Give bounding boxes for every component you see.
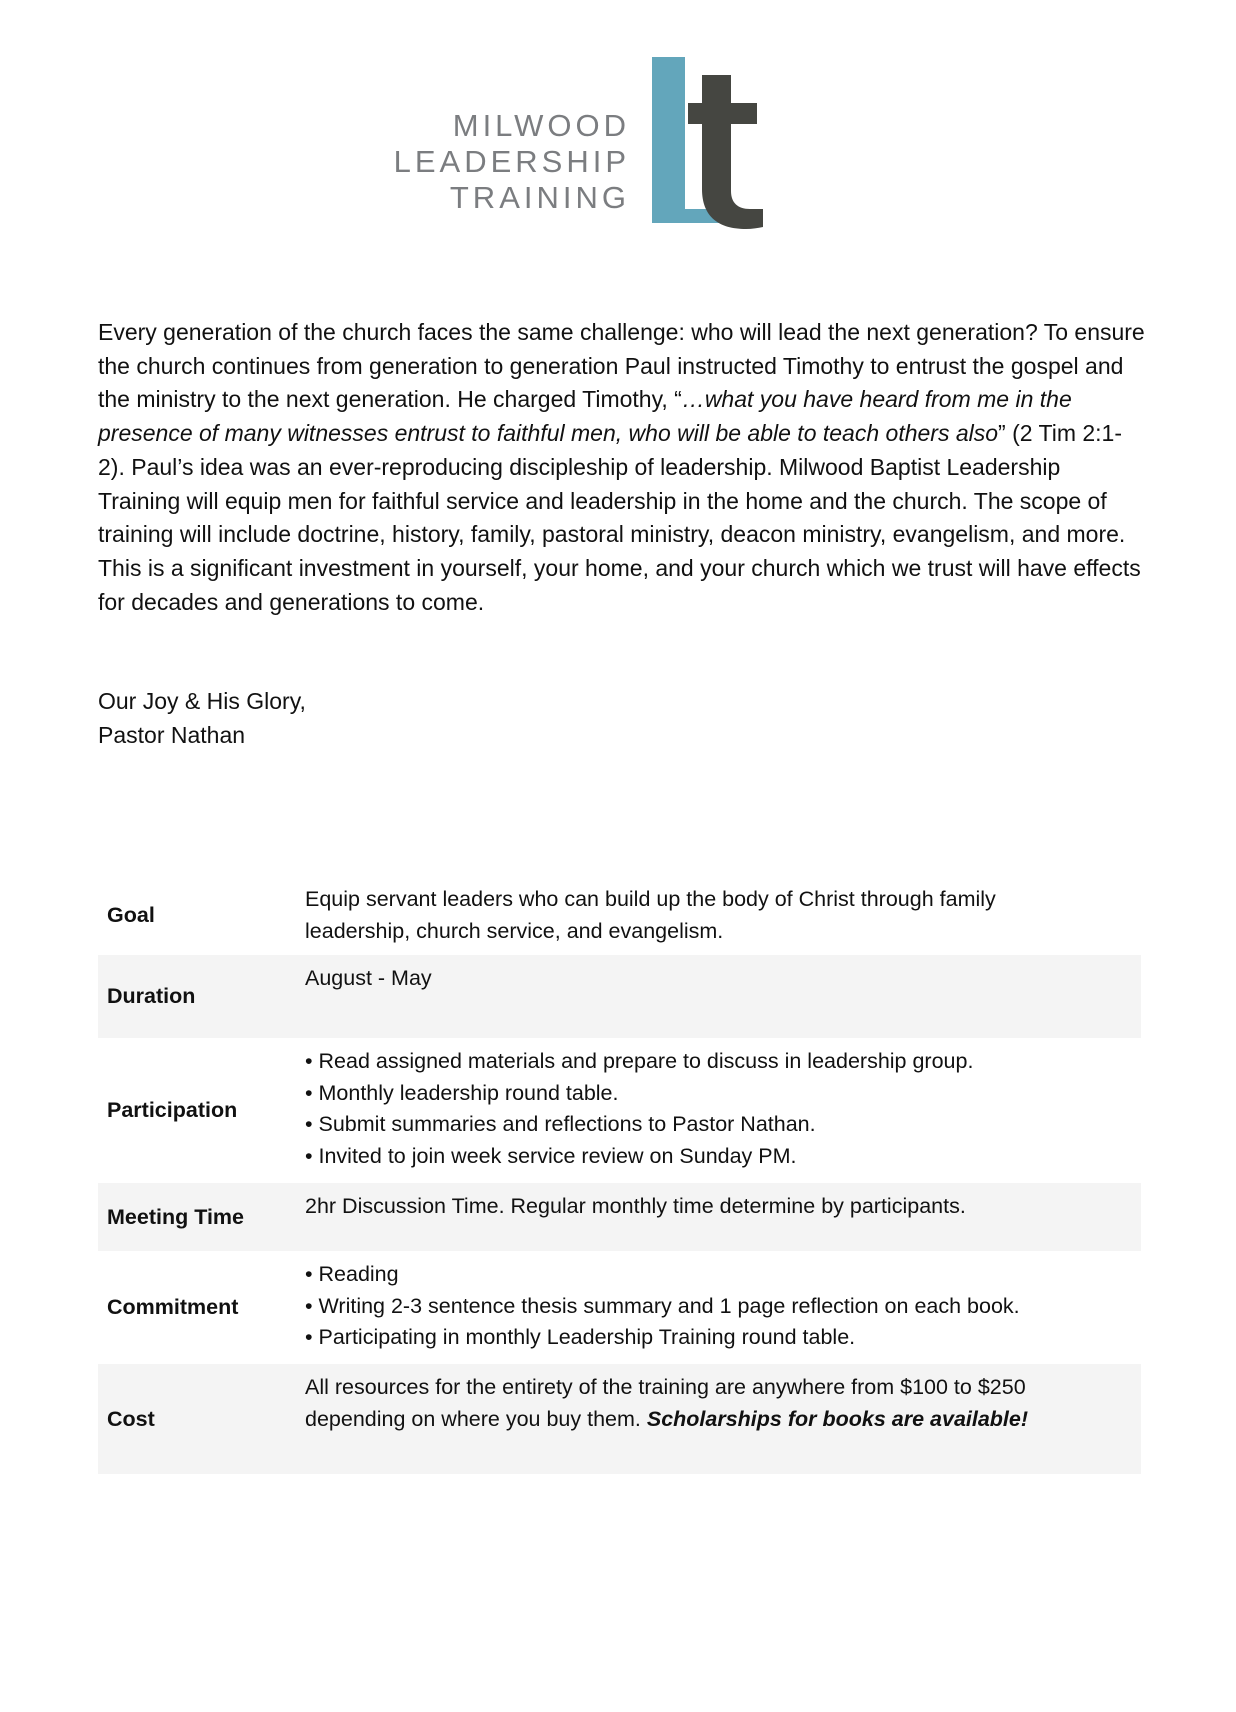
- intro-scripture-quote: …what you have heard from me in the presence of many witnesses entrust to faithful men, who will be able to teach others also: [98, 386, 1072, 447]
- goal-text-line2: leadership, church service, and evangelism.: [305, 918, 724, 943]
- logo-line-leadership: LEADERSHIP: [393, 144, 630, 179]
- logo-line-milwood: MILWOOD: [452, 108, 630, 143]
- table-row-goal: [98, 876, 1141, 955]
- goal-value: [305, 876, 1141, 955]
- table-row-commitment: [98, 1251, 1141, 1364]
- commitment-value: [305, 1251, 1141, 1364]
- intro-paragraph: [98, 316, 1148, 619]
- meeting-time-label: Meeting Time: [107, 1204, 244, 1229]
- cost-value: [305, 1364, 1141, 1474]
- list-item: • Invited to join week service review on Sunday PM.: [305, 1143, 797, 1168]
- list-item: • Writing 2-3 sentence thesis summary and 1 page reflection on each book.: [305, 1293, 1020, 1318]
- logo-line-training: TRAINING: [449, 180, 630, 215]
- participation-value: [305, 1038, 1141, 1183]
- intro-text-part2: ” (2 Tim 2:1-2). Paul’s idea was an ever-reproducing discipleship of leadership. Milwood Baptist Leadership Training will equip men for faithful service and leadership in the home and the church. The scope of training will include doctrine, history, family, pastoral ministry, deacon ministry, evangelism, and more. This is a significant investment in yourself, your home, and your church which we trust will have effects for decades and generations to come.: [98, 420, 1141, 615]
- cost-label: Cost: [107, 1406, 155, 1431]
- table-row-meeting-time: [98, 1183, 1141, 1251]
- list-item: • Participating in monthly Leadership Training round table.: [305, 1325, 856, 1349]
- table-row-cost: [98, 1364, 1141, 1474]
- duration-label: Duration: [107, 984, 196, 1008]
- commitment-label: Commitment: [107, 1295, 239, 1319]
- participation-label: Participation: [107, 1098, 238, 1122]
- intro-text-part1: Every generation of the church faces the same challenge: who will lead the next generation? To ensure the church continues from generation to generation Paul instructed Timothy to entrust the gospel and the ministry to the next generation. He charged Timothy, “: [98, 319, 1145, 413]
- goal-text-line1: Equip servant leaders who can build up the body of Christ through family: [305, 887, 996, 911]
- list-item: • Read assigned materials and prepare to discuss in leadership group.: [305, 1049, 974, 1073]
- list-item: • Reading: [305, 1262, 399, 1286]
- table-row-duration: [98, 955, 1141, 1038]
- cost-text-line1: All resources for the entirety of the training are anywhere from $100 to $250: [305, 1375, 1026, 1399]
- scholarship-note: Scholarships for books are available!: [646, 1406, 1029, 1431]
- cost-text-line2: [305, 1404, 1141, 1436]
- list-item: • Submit summaries and reflections to Pastor Nathan.: [305, 1112, 816, 1136]
- goal-label: Goal: [107, 903, 155, 927]
- signoff-closing: Our Joy & His Glory,: [98, 688, 306, 714]
- program-details-table: [98, 876, 1141, 1474]
- table-row-participation: [98, 1038, 1141, 1183]
- signoff: [98, 685, 306, 752]
- list-item: • Monthly leadership round table.: [305, 1080, 619, 1105]
- signoff-signature: Pastor Nathan: [98, 721, 246, 748]
- logo-wordmark: [394, 108, 630, 216]
- lt-monogram-icon: [652, 57, 777, 240]
- milwood-leadership-training-logo: [380, 54, 780, 244]
- cost-text-plain: depending on where you buy them.: [305, 1406, 647, 1431]
- duration-value: August - May: [305, 966, 432, 990]
- meeting-time-value: 2hr Discussion Time. Regular monthly time determine by participants.: [305, 1194, 966, 1218]
